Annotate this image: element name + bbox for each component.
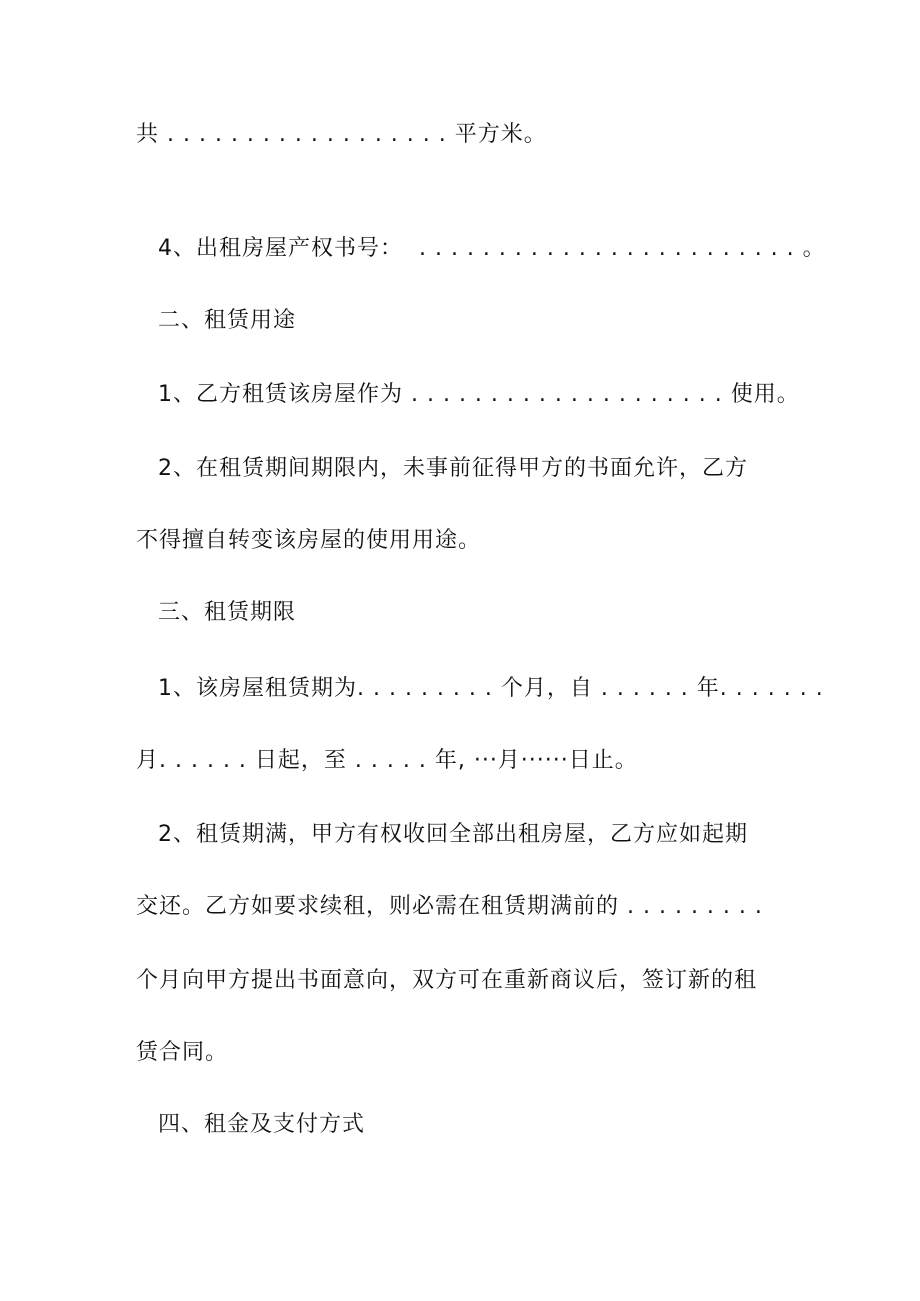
text-line-purpose-2a: 2、在租赁期间期限内，未事前征得甲方的书面允许，乙方 bbox=[158, 456, 748, 481]
section-heading-lease-purpose: 二、租赁用途 bbox=[158, 308, 297, 333]
section-heading-lease-term: 三、租赁期限 bbox=[158, 600, 297, 625]
text-line-term-2a: 2、租赁期满，甲方有权收回全部出租房屋，乙方应如起期 bbox=[158, 822, 748, 847]
text-line-purpose-1: 1、乙方租赁该房屋作为 . . . . . . . . . . . . . . . . . . . . 使用。 bbox=[158, 382, 800, 407]
text-line-term-2b: 交还。乙方如要求续租，则必需在租赁期满前的 . . . . . . . . . bbox=[136, 894, 763, 919]
text-line-area-total: 共 . . . . . . . . . . . . . . . . . . 平方米。 bbox=[136, 122, 547, 147]
text-line-property-cert-no: 4、出租房屋产权书号： . . . . . . . . . . . . . . . . . . . . . . . . 。 bbox=[158, 236, 826, 261]
text-line-term-2c: 个月向甲方提出书面意向，双方可在重新商议后，签订新的租 bbox=[136, 968, 758, 993]
text-line-term-1a: 1、该房屋租赁期为. . . . . . . . . 个月，自 . . . . . . 年. . . . . . . bbox=[158, 676, 824, 701]
section-heading-rent-payment: 四、租金及支付方式 bbox=[158, 1112, 366, 1137]
text-line-term-2d: 赁合同。 bbox=[136, 1040, 229, 1065]
text-line-purpose-2b: 不得擅自转变该房屋的使用用途。 bbox=[136, 528, 482, 553]
text-line-term-1b: 月. . . . . . 日起，至 . . . . . 年, ···月······日止。 bbox=[136, 748, 638, 773]
